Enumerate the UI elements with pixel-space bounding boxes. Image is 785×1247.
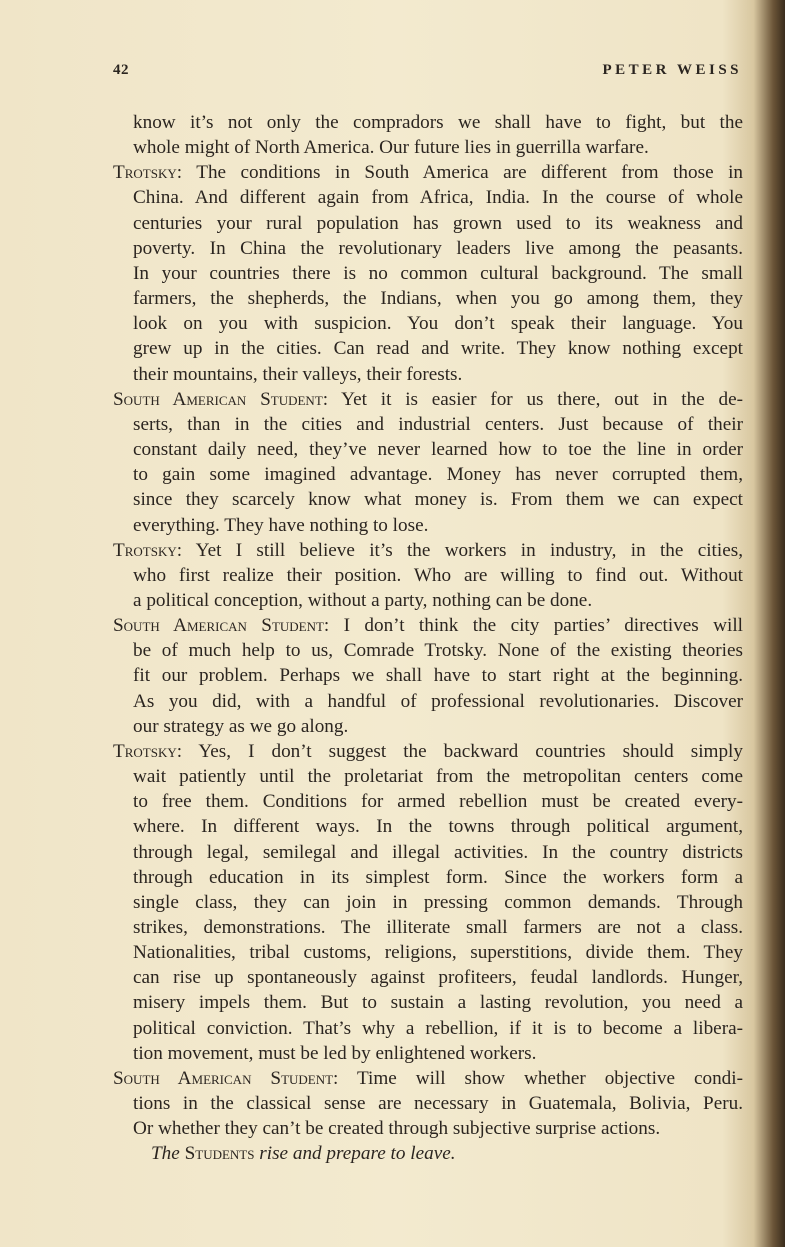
speech [113,110,743,160]
line-text: farmers, the shepherds, the Indians, when you go among them, they [133,288,743,310]
text-line [113,1041,743,1066]
line-text: Nationalities, tribal customs, religions, superstitions, divide them. They [133,942,743,964]
line-text: a political conception, without a party, nothing can be done. [133,589,593,611]
line-text: As you did, with a handful of professional revolutionaries. Discover [133,690,743,712]
speaker-name: South American Student: [113,1067,339,1089]
text-line [113,311,743,336]
line-text: whole might of North America. Our future lies in guerrilla warfare. [133,137,649,159]
line-text: The conditions in South America are different from those in [196,162,744,184]
speech [113,613,743,739]
text-line [113,814,743,839]
speech [113,160,743,386]
line-text: wait patiently until the proletariat from the metropolitan centers come [133,766,743,788]
line-text: Yes, I don’t suggest the backward countries should simply [198,740,743,762]
speech [113,538,743,613]
text-line [113,613,743,638]
text-line [113,689,743,714]
line-text: Or whether they can’t be created through subjective surprise actions. [133,1118,661,1140]
page-number: 42 [113,62,129,78]
line-text: single class, they can join in pressing common demands. Through [133,891,743,913]
text-line [113,513,743,538]
line-text: their mountains, their valleys, their forests. [133,363,463,385]
text-line [113,462,743,487]
line-text: I don’t think the city parties’ directives will [343,615,743,637]
speech [113,739,743,1066]
line-text: serts, than in the cities and industrial centers. Just because of their [133,413,743,435]
text-line [113,110,743,135]
line-text: poverty. In China the revolutionary leaders live among the peasants. [133,237,743,259]
text-line [113,286,743,311]
text-line [113,412,743,437]
text-line [113,487,743,512]
line-text: since they scarcely know what money is. From them we can expect [133,489,743,511]
stage-direction-subject: Students [184,1143,255,1165]
line-text: know it’s not only the compradors we shall have to fight, but the [133,112,743,133]
line-text: to gain some imagined advantage. Money has never corrupted them, [133,464,743,486]
text-line [113,965,743,990]
line-text: misery impels them. But to sustain a lasting revolution, you need a [133,992,743,1014]
line-text: Time will show whether objective condi- [356,1067,743,1089]
line-text: centuries your rural population has grown used to its weakness and [133,212,743,234]
text-line [113,865,743,890]
line-text: fit our problem. Perhaps we shall have to start right at the beginning. [133,665,743,687]
text-line [113,135,743,160]
speaker-name: Trotsky: [113,539,183,561]
line-text: everything. They have nothing to lose. [133,514,429,536]
text-line [113,714,743,739]
text-line [113,1016,743,1041]
text-line [113,890,743,915]
speaker-name: South American Student: [113,615,330,637]
line-text: tion movement, must be led by enlightened workers. [133,1042,537,1064]
line-text: who first realize their position. Who are willing to find out. Without [133,564,743,586]
line-text: Yet it is easier for us there, out in the de- [341,388,743,410]
text-line [113,261,743,286]
stage-direction-post: rise and prepare to leave. [259,1143,456,1165]
text-line [113,387,743,412]
line-text: Yet I still believe it’s the workers in industry, in the cities, [195,539,743,561]
speaker-name: Trotsky: [113,740,183,762]
speaker-name: South American Student: [113,388,329,410]
text-line [113,538,743,563]
line-text: China. And different again from Africa, India. In the course of whole [133,187,743,209]
text-line [113,336,743,361]
line-text: tions in the classical sense are necessary in Guatemala, Bolivia, Peru. [133,1093,743,1115]
play-text [113,110,743,1167]
speaker-name: Trotsky: [113,162,183,184]
line-text: be of much help to us, Comrade Trotsky. None of the existing theories [133,640,743,662]
text-line [113,160,743,185]
text-line [113,236,743,261]
text-line [113,362,743,387]
text-line [113,990,743,1015]
text-line [113,739,743,764]
text-line [113,915,743,940]
line-text: constant daily need, they’ve never learned how to toe the line in order [133,439,743,461]
line-text: strikes, demonstrations. The illiterate small farmers are not a class. [133,917,743,938]
line-text: through legal, semilegal and illegal activities. In the country districts [133,841,743,863]
text-line [113,437,743,462]
text-line [113,789,743,814]
line-text: In your countries there is no common cultural background. The small [133,262,743,284]
speech [113,387,743,538]
line-text: where. In different ways. In the towns through political argument, [133,816,743,838]
stage-direction-pre: The [151,1143,180,1165]
text-line [113,663,743,688]
line-text: political conviction. That’s why a rebellion, if it is to become a libera- [133,1017,743,1039]
text-line [113,1066,743,1091]
text-line [113,211,743,236]
running-head: PETER WEISS [602,62,742,78]
line-text: our strategy as we go along. [133,715,349,737]
text-line [113,1091,743,1116]
line-text: to free them. Conditions for armed rebellion must be created every- [133,791,743,813]
stage-direction [113,1141,743,1166]
text-line [113,563,743,588]
line-text: through education in its simplest form. Since the workers form a [133,866,743,888]
text-line [113,638,743,663]
text-line [113,185,743,210]
text-line [113,840,743,865]
text-line [113,1116,743,1141]
speech [113,1066,743,1141]
dialogue [113,110,743,1141]
line-text: look on you with suspicion. You don’t speak their language. You [133,313,743,335]
text-line [113,764,743,789]
line-text: grew up in the cities. Can read and write. They know nothing except [133,338,743,360]
line-text: can rise up spontaneously against profiteers, feudal landlords. Hunger, [133,967,743,989]
text-line [113,588,743,613]
text-line [113,940,743,965]
